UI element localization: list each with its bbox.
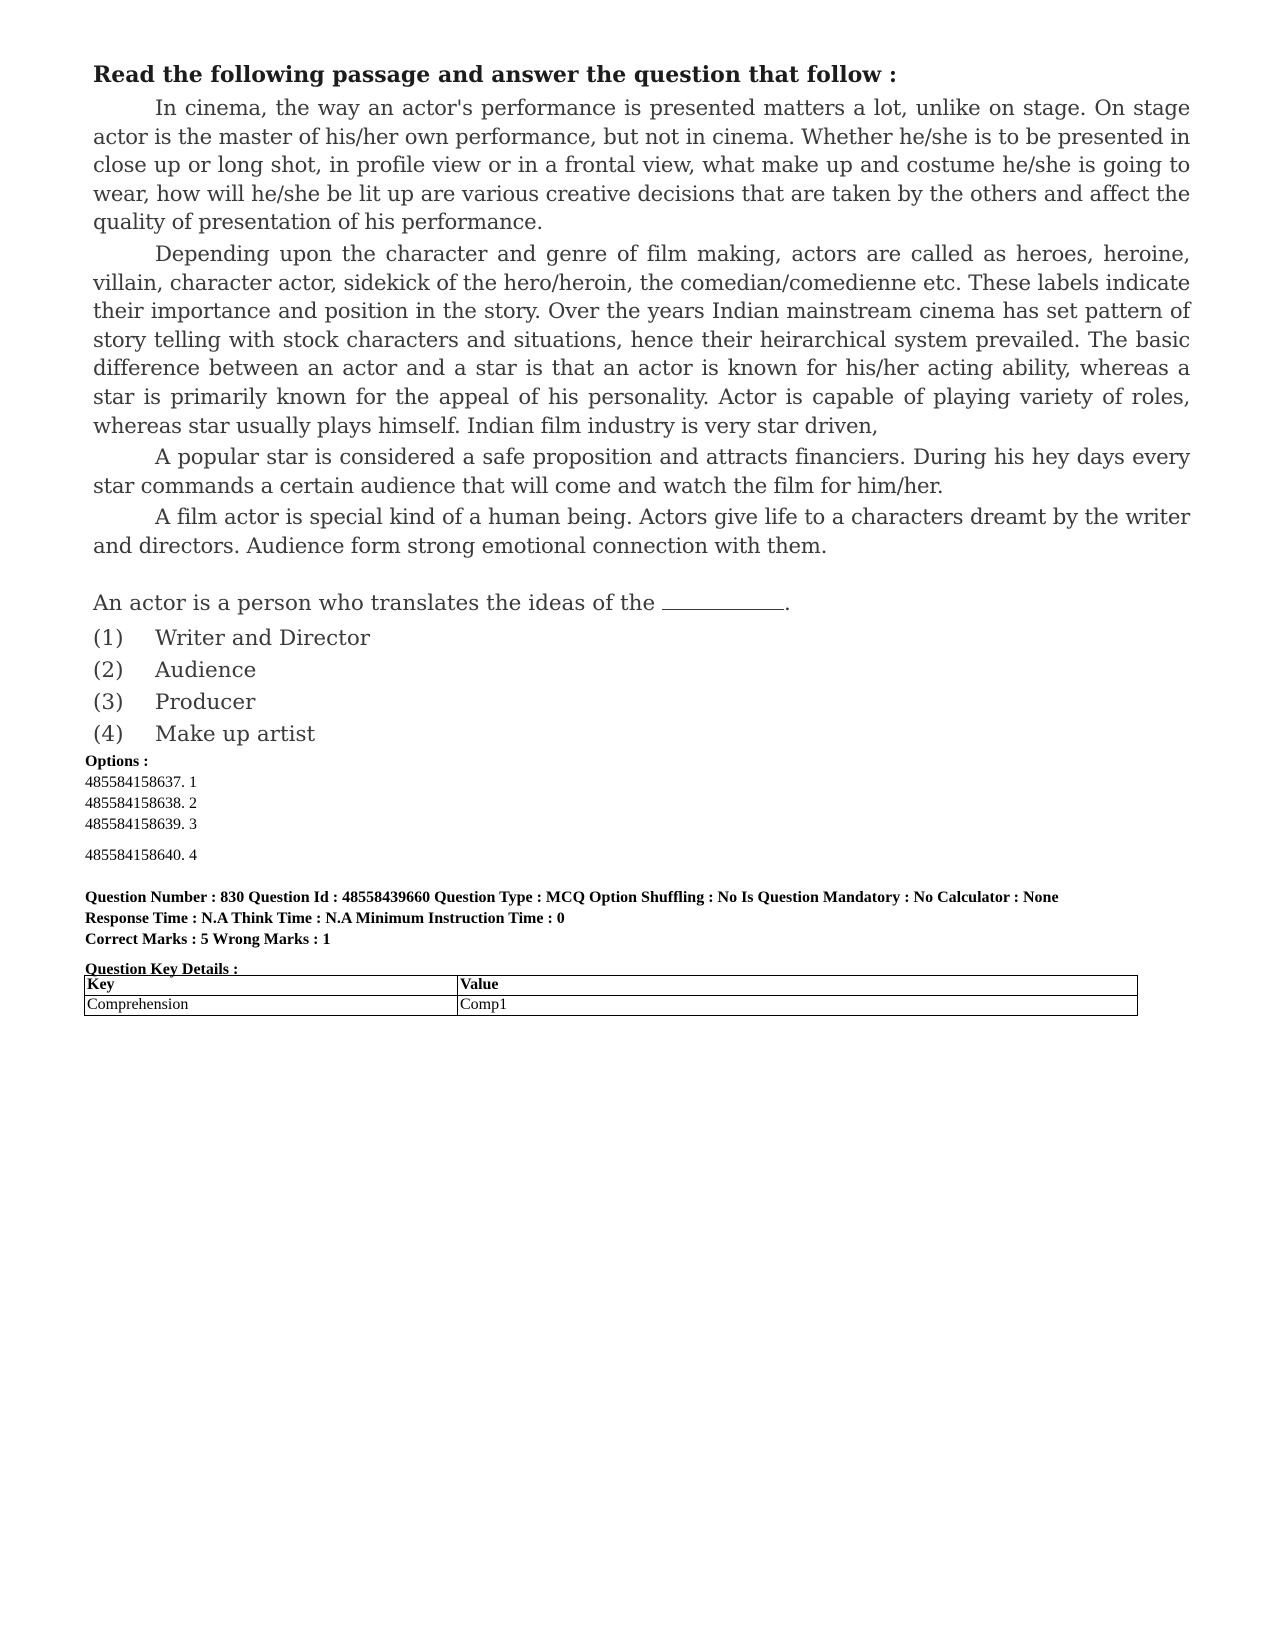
choice-number: (4): [93, 721, 124, 747]
table-cell-key: Comprehension: [85, 996, 458, 1016]
option-id-item: 485584158639. 3: [85, 816, 197, 833]
question-info-line: Response Time : N.A Think Time : N.A Minimum Instruction Time : 0: [85, 910, 565, 927]
choice-number: (2): [93, 657, 124, 683]
choice-item: [93, 623, 1190, 655]
choice-number: (1): [93, 625, 124, 651]
choice-list: [93, 623, 1190, 751]
choice-text: Writer and Director: [155, 625, 371, 651]
key-details-table: [84, 975, 1138, 1016]
passage-paragraph: A film actor is special kind of a human being. Actors give life to a characters dreamt by the writer and directors. Audience form strong emotional connection with them.: [93, 504, 1190, 558]
option-id-item: 485584158638. 2: [85, 795, 197, 812]
choice-number: (3): [93, 689, 124, 715]
choice-item: [93, 687, 1190, 719]
choice-item: [93, 655, 1190, 687]
question-info-line: Question Number : 830 Question Id : 48558439660 Question Type : MCQ Option Shuffling : No Is Question Mandatory : No Calculator : None: [85, 889, 1059, 906]
answer-blank: [662, 595, 784, 610]
table-cell-value: Comp1: [458, 996, 1138, 1016]
table-header-row: [85, 976, 1138, 996]
choice-text: Make up artist: [155, 721, 316, 747]
question-stem: An actor is a person who translates the ideas of the: [93, 590, 656, 616]
options-label: Options :: [85, 753, 149, 770]
option-id-item: 485584158637. 1: [85, 774, 197, 791]
options-block: [85, 751, 1145, 866]
question-info: [85, 887, 1145, 950]
question-info-line: Correct Marks : 5 Wrong Marks : 1: [85, 931, 331, 948]
table-header-key: Key: [85, 976, 458, 996]
passage-paragraph: A popular star is considered a safe proposition and attracts financiers. During his hey days every star commands a certain audience that will come and watch the film for him/her.: [93, 444, 1190, 498]
choice-item: [93, 719, 1190, 751]
passage-paragraph: In cinema, the way an actor's performance is presented matters a lot, unlike on stage. On stage actor is the master of his/her own performance, but not in cinema. Whether he/she is to be presented in close up or long shot, in profile view or in a frontal view, what make up and costume he/she is going to wear, how will he/she be lit up are various creative decisions that are taken by the others and affect the quality of presentation of his performance.: [93, 95, 1190, 235]
table-row: [85, 996, 1138, 1016]
passage-paragraph: Depending upon the character and genre of film making, actors are called as heroes, heroine, villain, character actor, sidekick of the hero/heroin, the comedian/comedienne etc. These labels indicate their importance and position in the story. Over the years Indian mainstream cinema has set pattern of story telling with stock characters and situations, hence their heirarchical system prevailed. The basic difference between an actor and a star is that an actor is known for his/her acting ability, whereas a star is primarily known for the appeal of his personality. Actor is capable of playing variety of roles, whereas star usually plays himself. Indian film industry is very star driven,: [93, 240, 1190, 438]
key-details-title: Question Key Details :: [85, 961, 239, 978]
question-text: [93, 589, 1190, 619]
option-id-item: 485584158640. 4: [85, 847, 197, 864]
passage-heading: Read the following passage and answer the question that follow :: [93, 62, 897, 88]
question-end: .: [784, 590, 791, 616]
passage-image: [93, 60, 1190, 751]
choice-text: Audience: [155, 657, 257, 683]
table-header-value: Value: [458, 976, 1138, 996]
choice-text: Producer: [155, 689, 256, 715]
